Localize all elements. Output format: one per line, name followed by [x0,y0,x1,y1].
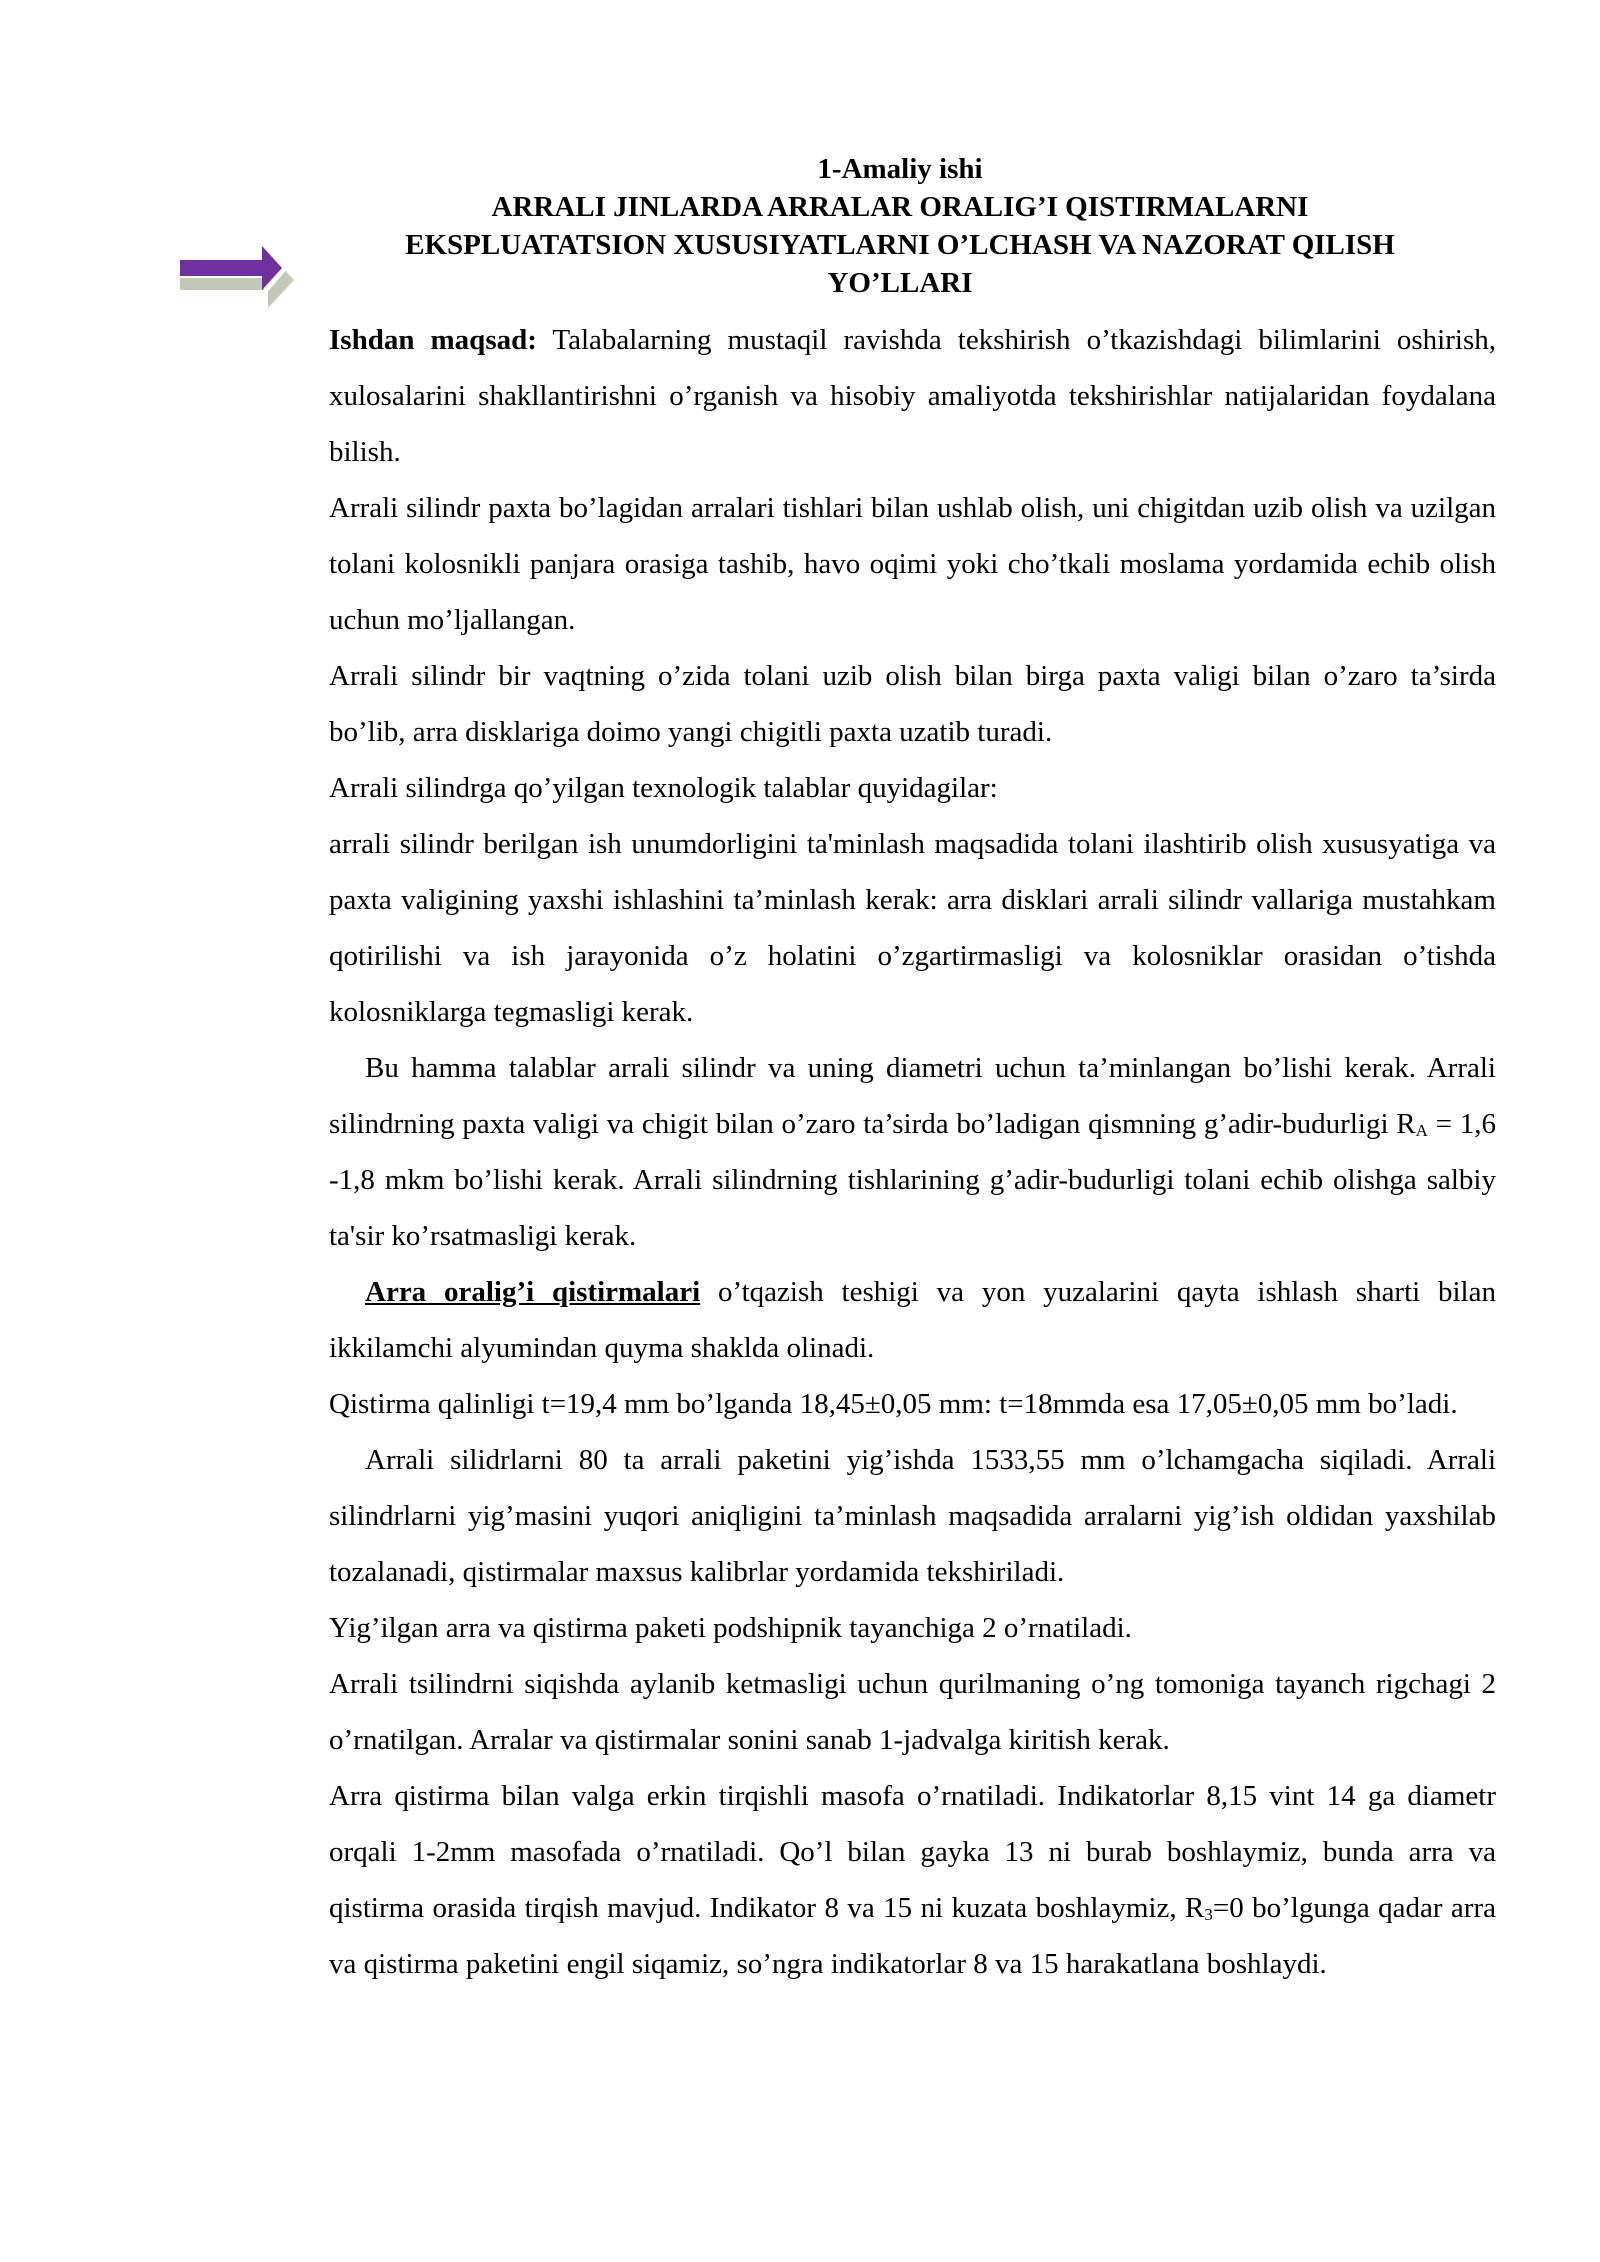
paragraph-purpose [329,312,1496,480]
paragraph-5: arrali silindr berilgan ish unumdorligini ta'minlash maqsadida tolani ilashtirib olish xususyatiga va paxta valigining yaxshi ishlashini ta’minlash kerak: arra disklari arrali silindr vallariga mustahkam qotirilishi va ish jarayonida o’z holatini o’zgartirmasligi va kolosniklar orasidan o’tishda kolosniklarga tegmasligi kerak. [329,828,1496,1028]
paragraph-11: Arrali tsilindrni siqishda aylanib ketmasligi uchun qurilmaning o’ng tomoniga tayanch rigchagi 2 o’rnatilgan. Arralar va qistirmalar sonini sanab 1-jadvalga kiritish kerak. [329,1668,1496,1756]
paragraph-2: Arrali silindr paxta bo’lagidan arralari tishlari bilan ushlab olish, uni chigitdan uzib olish va uzilgan tolani kolosnikli panjara orasiga tashib, havo oqimi yoki cho’tkali moslama yordamida echib olish uchun mo’ljallangan. [329,492,1496,636]
paragraph-10: Yig’ilgan arra va qistirma paketi podshipnik tayanchiga 2 o’rnatiladi. [329,1612,1132,1644]
purpose-label: Ishdan maqsad: [329,324,537,356]
document-body [329,312,1496,1992]
paragraph-6-text-a: Bu hamma talablar arrali silindr va uning diametri uchun ta’minlangan bo’lishi kerak. Arrali silindrning paxta valigi va chigit bilan o’zaro ta’sirda bo’ladigan qismning g’adir-budurligi R [329,1052,1496,1140]
term-label: Arra oralig’i qistirmalari [365,1276,701,1308]
paragraph-7 [329,1264,1496,1376]
paragraph-7-text: o’tqazish teshigi va yon yuzalarini qayta ishlash sharti bilan ikkilamchi alyumindan quyma shaklda olinadi. [329,1276,1496,1364]
paragraph-6-text-b: = 1,6 -1,8 mkm bo’lishi kerak. Arrali silindrning tishlarining g’adir-budurligi tolani echib olishga salbiy ta'sir ko’rsatmasligi kerak. [329,1108,1497,1252]
title-block [280,150,1520,302]
paragraph-12-text-a: Arra qistirma bilan valga erkin tirqishli masofa o’rnatiladi. Indikatorlar 8,15 vint 14 ga diametr orqali 1-2mm masofada o’rnatiladi. Qo’l bilan gayka 13 ni burab boshlaymiz, bunda arra va qistirma orasida tirqish mavjud. Indikator 8 va 15 ni kuzata boshlaymiz, R [329,1780,1496,1924]
subscript-3: 3 [1204,1905,1213,1924]
purpose-text: Talabalarning mustaqil ravishda tekshirish o’tkazishdagi bilimlarini oshirish, xulosalarini shakllantirishni o’rganish va hisobiy amaliyotda tekshirishlar natijalaridan foydalana bilish. [329,324,1496,468]
paragraph-8: Qistirma qalinligi t=19,4 mm bo’lganda 18,45±0,05 mm: t=18mmda esa 17,05±0,05 mm bo’ladi. [329,1388,1458,1420]
paragraph-12 [329,1768,1496,1992]
paragraph-6 [329,1040,1496,1264]
title-line-4: YO’LLARI [827,267,973,299]
paragraph-3: Arrali silindr bir vaqtning o’zida tolani uzib olish bilan birga paxta valigi bilan o’zaro ta’sirda bo’lib, arra disklariga doimo yangi chigitli paxta uzatib turadi. [329,660,1496,748]
paragraph-12-text-b: =0 bo’lgunga qadar arra va qistirma paketini engil siqamiz, so’ngra indikatorlar 8 va 15 harakatlana boshlaydi. [329,1892,1496,1980]
subscript-a: A [1415,1121,1428,1140]
title-line-3: EKSPLUATATSION XUSUSIYATLARNI O’LCHASH VA NAZORAT QILISH [405,229,1395,261]
paragraph-4: Arrali silindrga qo’yilgan texnologik talablar quyidagilar: [329,772,998,804]
page-title: 1-Amaliy ishi [817,153,983,185]
paragraph-9: Arrali silidrlarni 80 ta arrali paketini yig’ishda 1533,55 mm o’lchamgacha siqiladi. Arrali silindrlarni yig’masini yuqori aniqligini ta’minlash maqsadida arralarni yig’ish oldidan yaxshilab tozalanadi, qistirmalar maxsus kalibrlar yordamida tekshiriladi. [329,1444,1496,1588]
right-arrow-icon [172,230,302,310]
title-line-2: ARRALI JINLARDA ARRALAR ORALIG’I QISTIRMALARNI [491,191,1309,223]
